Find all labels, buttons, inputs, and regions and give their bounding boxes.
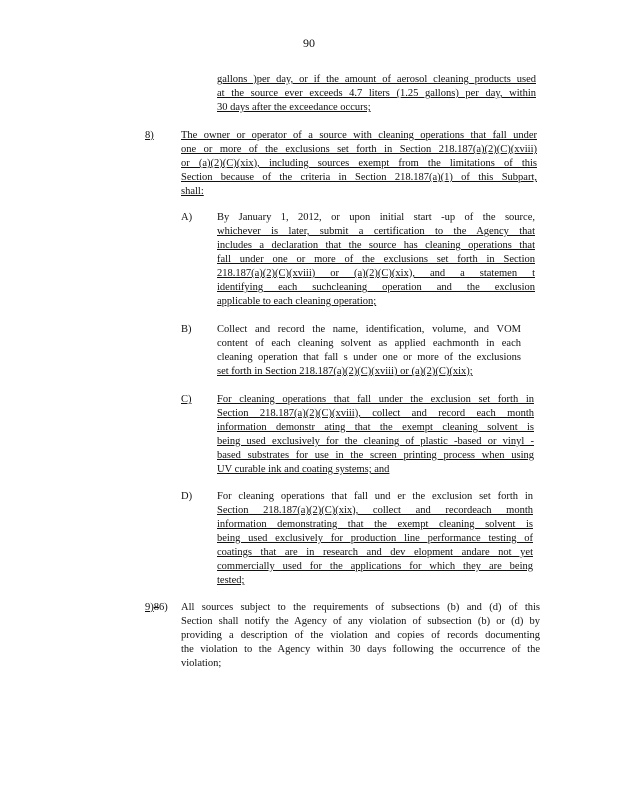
item-9-marker [145,601,168,615]
subsection-a-marker: A) [181,212,193,223]
text-line: or (a)(2)(C)(xix), including sources exempt from the limitations of this [181,158,537,169]
text-line: includes a declaration that the source has cleaning operations that [217,240,535,251]
subsection-d-marker: D) [181,491,193,502]
text-line: one or more of the exclusions set forth in Section 218.187(a)(2)(C)(xviii) [181,144,537,155]
text-line: Section shall notify the Agency of any violation of subsection (b) or (d) by [181,616,540,627]
new-marker: 9) [145,602,154,613]
text-line: UV curable ink and coating systems; and [217,464,390,475]
text-line: Collect and record the name, identification, volume, and VOM [217,324,521,335]
text-line: gallons )per day, or if the amount of aerosol cleaning products used [217,74,536,85]
text-line: being used exclusively for production line performance testing of [217,533,533,544]
text-line: The owner or operator of a source with cleaning operations that fall under [181,130,537,141]
item-8-paragraph [181,129,537,199]
text-line: set forth in Section 218.187(a)(2)(C)(xviii) or (a)(2)(C)(xix); [217,366,473,377]
text-line: cleaning operation that fall s under one or more of the exclusions [217,352,521,363]
page-number: 90 [303,36,315,50]
item-9-paragraph [181,601,540,671]
text-line: identifying each suchcleaning operation and the exclusion [217,282,535,293]
text-line: Section 218.187(a)(2)(C)(xviii), collect and record each month [217,408,534,419]
text-line: fall under one or more of the exclusions set forth in Section [217,254,535,265]
text-line: based substrates for use in the screen printing process when using [217,450,534,461]
text-line: 218.187(a)(2)(C)(xviii) or (a)(2)(C)(xix), and a statemen t [217,268,535,279]
text-line: information demonstr ating that the exempt cleaning solvent is [217,422,534,433]
subsection-c-marker: C) [181,394,192,405]
text-line: commercially used for the applications for which they are being [217,561,533,572]
struck-marker: 8 [153,602,159,613]
text-line: violation; [181,658,222,669]
text-line: 30 days after the exceedance occurs; [217,102,371,113]
text-line: All sources subject to the requirements of subsections (b) and (d) of this [181,602,540,613]
subsection-d-paragraph [217,490,533,588]
text-line: By January 1, 2012, or upon initial start -up of the source, [217,212,535,223]
text-line: applicable to each cleaning operation; [217,296,377,307]
text-line: providing a description of the violation and copies of records documenting [181,630,540,641]
subsection-b-marker: B) [181,324,192,335]
text-line: whichever is later, submit a certification to the Agency that [217,226,535,237]
text-line: content of each cleaning solvent as applied eachmonth in each [217,338,521,349]
text-line: the violation to the Agency within 30 days following the occurrence of the [181,644,540,655]
text-line: Section because of the criteria in Section 218.187(a)(1) of this Subpart, [181,172,537,183]
marker-tail: 6) [159,602,168,613]
subsection-a-paragraph [217,211,535,309]
text-line: shall: [181,186,204,197]
text-line: at the source ever exceeds 4.7 liters (1.25 gallons) per day, within [217,88,536,99]
text-line: tested; [217,575,245,586]
text-line: coatings that are in research and dev elopment andare not yet [217,547,533,558]
continuation-paragraph [217,73,536,115]
item-8-marker: 8) [145,130,154,141]
text-line: information demonstrating that the exempt cleaning solvent is [217,519,533,530]
text-line: For cleaning operations that fall under the exclusion set forth in [217,394,534,405]
text-line: For cleaning operations that fall und er the exclusion set forth in [217,491,533,502]
text-line: Section 218.187(a)(2)(C)(xix), collect and recordeach month [217,505,533,516]
subsection-c-paragraph [217,393,534,477]
text-line: being used exclusively for the cleaning of plastic -based or vinyl - [217,436,534,447]
subsection-b-paragraph [217,323,521,379]
